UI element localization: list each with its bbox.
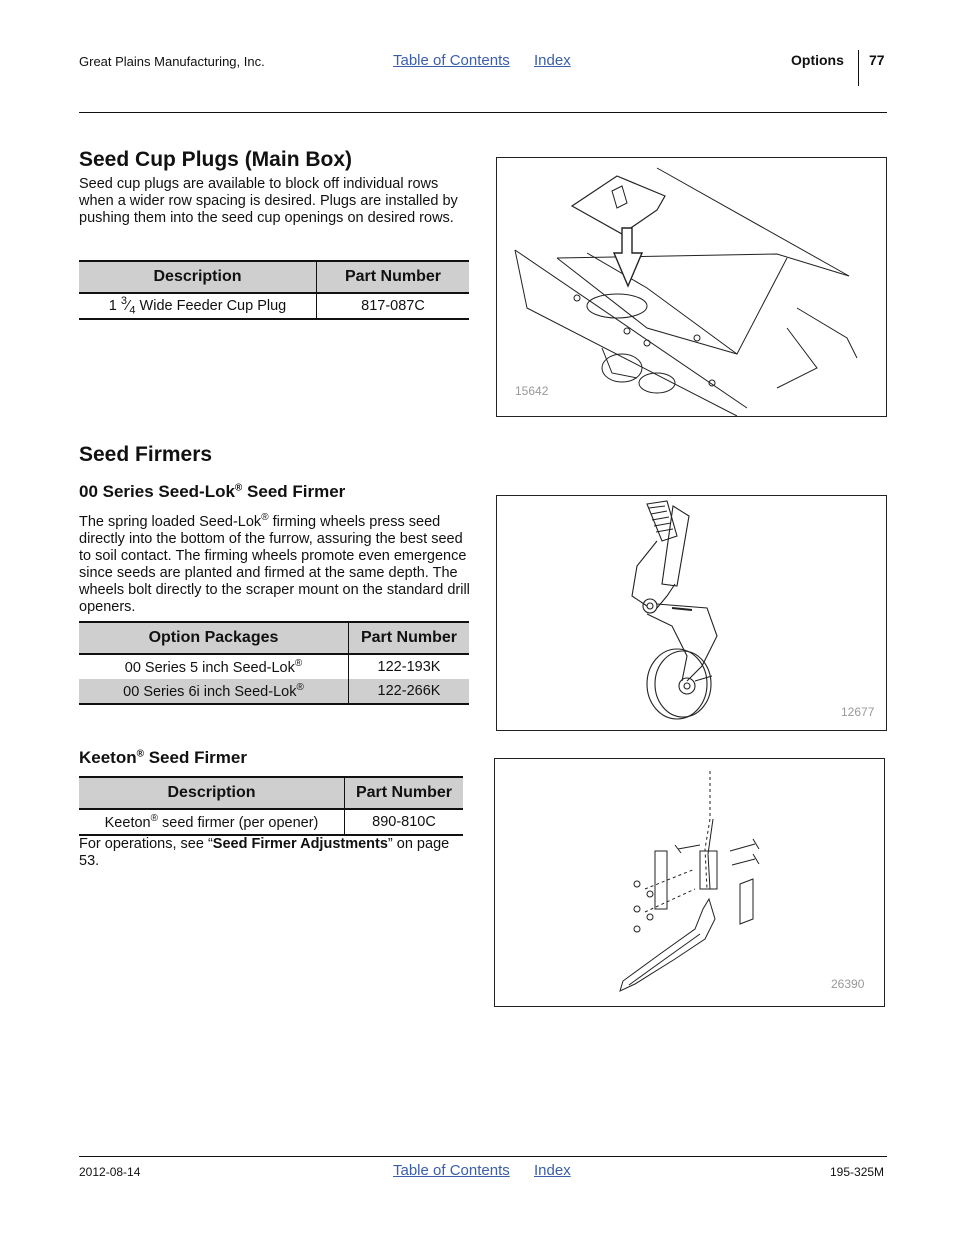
header-divider — [858, 50, 859, 86]
company-name: Great Plains Manufacturing, Inc. — [79, 54, 265, 69]
keeton-figure — [494, 758, 885, 1007]
seedlok-table — [79, 621, 469, 705]
seed-cup-table — [79, 260, 469, 320]
figure-number: 26390 — [831, 977, 865, 991]
footer-toc-link[interactable]: Table of Contents — [393, 1162, 510, 1179]
arrow-down-icon — [614, 228, 642, 286]
seedlok-body: The spring loaded Seed-Lok® firming wheels press seed directly into the bottom of the furrow, assuring the best seed to soil contact. The firming wheels promote even emergence since seeds are planted and firmed at the same depth. The wheels bolt directly to the scraper mount on the standard drill openers. — [79, 512, 470, 615]
keeton-table — [79, 776, 463, 836]
col-description: Description — [79, 777, 345, 809]
seedlok-illustration — [497, 496, 886, 730]
cell-part-number: 890-810C — [345, 809, 464, 835]
col-description: Description — [79, 261, 317, 293]
cell-part-number: 122-193K — [349, 654, 470, 679]
keeton-title: Keeton® Seed Firmer — [79, 748, 247, 767]
seedlok-title: 00 Series Seed-Lok® Seed Firmer — [79, 482, 346, 501]
seed-cup-title: Seed Cup Plugs (Main Box) — [79, 148, 353, 171]
table-row — [79, 293, 469, 319]
table-row — [79, 809, 463, 835]
header-toc-link[interactable]: Table of Contents — [393, 52, 510, 69]
page-number: 77 — [869, 52, 885, 68]
keeton-ops-note: For operations, see “Seed Firmer Adjustments” on page 53. — [79, 836, 450, 869]
cell-description: Keeton® seed firmer (per opener) — [79, 809, 345, 835]
col-part-number: Part Number — [345, 777, 464, 809]
col-part-number: Part Number — [349, 622, 470, 654]
footer-index-link[interactable]: Index — [534, 1162, 571, 1179]
footer-date: 2012-08-14 — [79, 1165, 141, 1179]
seed-cup-body: Seed cup plugs are available to block off individual rows when a wider row spacing is desired. Plugs are installed by pushing them into the seed cup openings on desired rows. — [79, 176, 458, 226]
seed-box-illustration — [497, 158, 886, 416]
col-part-number: Part Number — [317, 261, 470, 293]
table-row — [79, 679, 469, 704]
footer-rule — [79, 1156, 887, 1157]
cell-part-number: 817-087C — [317, 293, 470, 319]
table-row — [79, 654, 469, 679]
figure-number: 15642 — [515, 384, 549, 398]
cross-reference: Seed Firmer Adjustments — [212, 836, 388, 852]
section-name: Options — [791, 52, 844, 68]
seedlok-figure — [496, 495, 887, 731]
figure-number: 12677 — [841, 705, 875, 719]
cell-option: 00 Series 5 inch Seed-Lok® — [124, 658, 303, 676]
cell-option: 00 Series 6i inch Seed-Lok® — [79, 679, 349, 704]
cell-description: 1 $^3⁄_4$ Wide Feeder Cup Plug — [79, 293, 317, 319]
header-rule — [79, 112, 887, 113]
cell-part-number: 122-266K — [349, 679, 470, 704]
col-option-packages: Option Packages — [79, 622, 349, 654]
footer-doc-number: 195-325M — [830, 1165, 885, 1179]
header-index-link[interactable]: Index — [534, 52, 571, 69]
seed-cup-figure — [496, 157, 887, 417]
seed-firmers-title: Seed Firmers — [79, 443, 213, 466]
keeton-illustration — [495, 759, 884, 1006]
